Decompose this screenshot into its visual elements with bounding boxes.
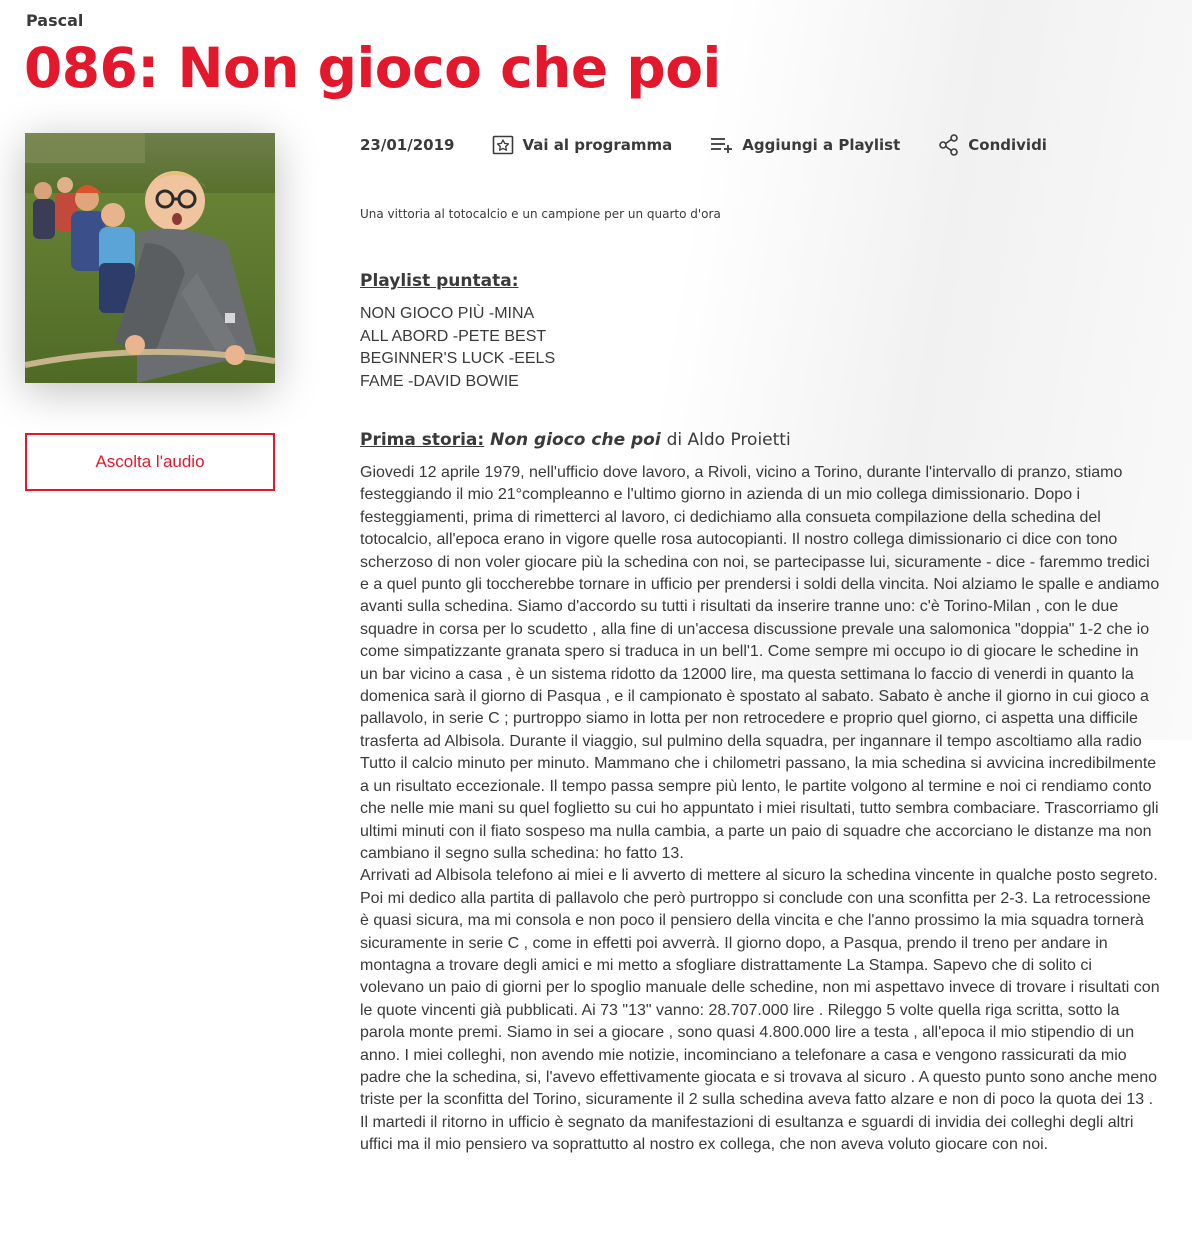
story-title: Non gioco che poi [490,430,661,450]
story-body [360,462,1160,1157]
story-heading [360,430,791,450]
listen-audio-button[interactable]: Ascolta l'audio [25,433,275,491]
program-name[interactable]: Pascal [26,11,84,30]
playlist-item: ALL ABORD -PETE BEST [360,327,547,345]
share-button[interactable] [938,134,1047,156]
story-paragraph: Arrivati ad Albisola telefono ai miei e li avverto di mettere al sicuro la schedina vincente in qualche posto segreto. Poi mi dedico alla partita di pallavolo che però purtroppo si conclude con una sconfitta per 2-3. La retrocessione è quasi sicura, ma mi consola e non poco il pensiero della vincita e che l'anno prossimo la mia squadra tornerà sicuramente in serie C , come in effetti poi avverrà. Il giorno dopo, a Pasqua, prendo il treno per andare in montagna a trovare degli amici e mi metto a sfogliare distrattamente La Stampa. Sapevo che di solito ci volevano un paio di giorni per lo spoglio manuale delle schedine, non mi aspettavo invece di trovare i risultati con le quote vincenti già pubblicati. Ai 73 "13" vanno: 28.707.000 lire . Rileggo 5 volte quella riga scritta, sotto la parola monte premi. Siamo in sei a giocare , sono quasi 4.800.000 lire a testa , all'epoca il mio stipendio di un anno. I miei colleghi, non avendo mie notizie, incominciano a telefonare a casa e vengono rassicurati da mio padre che la schedina, si, l'avevo effettivamente giocata e si trovava al sicuro . A questo punto sono anche meno triste per la sconfitta del Torino, sicuramente il 2 sulla schedina aveva fatto alzare e non di poco la quota dei 13 . Il martedi il ritorno in ufficio è segnato da manifestazioni di esultanza e sguardi di invidia dei colleghi degli altri uffici ma il mio pensiero va soprattutto al nostro ex collega, che non aveva voluto giocare con noi. [360,867,1160,1154]
star-square-icon [492,135,514,155]
playlist-item: BEGINNER'S LUCK -EELS [360,350,556,367]
playlist-list [360,303,555,393]
story-author: di Aldo Proietti [666,430,791,450]
share-icon [938,134,960,156]
episode-subtitle: Una vittoria al totocalcio e un campione per un quarto d'ora [360,207,721,221]
go-to-program-link[interactable] [492,135,672,155]
episode-date: 23/01/2019 [360,136,455,154]
add-to-playlist-label: Aggiungi a Playlist [742,136,901,154]
playlist-heading: Playlist puntata: [360,271,519,291]
episode-cover-image [25,133,275,383]
playlist-item: FAME -DAVID BOWIE [360,372,519,390]
share-label: Condividi [968,136,1047,154]
add-to-playlist-button[interactable] [710,135,900,155]
story-paragraph: Giovedi 12 aprile 1979, nell'ufficio dove lavoro, a Rivoli, vicino a Torino, durante l'intervallo di pranzo, stiamo festeggiando il mio 21°compleanno e l'ultimo giorno in azienda di un mio collega dimissionario. Dopo i festeggiamenti, prima di rimetterci al lavoro, ci dedichiamo alla consueta compilazione della schedina del totocalcio, all'epoca erano in vigore quelle rosa autocopianti. Il nostro collega dimissionario ci dice con tono scherzoso di non voler giocare più la schedina con noi, se partecipasse lui, sicuramente - dice - faremmo tredici e a quel punto gli toccherebbe tornare in ufficio per prendersi i soldi della vincita. Noi alziamo le spalle e andiamo avanti sulla schedina. Siamo d'accordo su tutti i risultati da inserire tranne uno: c'è Torino-Milan , con le due squadre in corsa per lo scudetto , alla fine di un'accesa discussione prevale una salomonica "doppia" 1-2 che io come simpatizzante granata spero si traduca in un bell'1. Come sempre mi occupo io di giocare le schedine in un bar vicino a casa , è un sistema ridotto da 12000 lire, ma questa settimana lo faccio di venerdi in quanto la domenica sarà il giorno di Pasqua , e il campionato è spostato al sabato. Sabato è anche il giorno in cui gioco a pallavolo, in serie C ; purtroppo siamo in lotta per non retrocedere e proprio quel giorno, ci aspetta una difficile trasferta ad Albisola. Durante il viaggio, sul pulmino della squadra, per ingannare il tempo ascoltiamo alla radio Tutto il calcio minuto per minuto. Mammano che i chilometri passano, la mia schedina si avvicina incredibilmente a un risultato eccezionale. Il tempo passa sempre più lento, le partite volgono al termine e noi ci rendiamo conto che nelle mie mani su quel foglietto su cui ho appuntato i miei risultati, tutto sembra combaciare. Trascorriamo gli ultimi minuti con il fiato sospeso ma nulla cambia, a parte un paio di squadre che accorciano le distanze ma non cambiano il segno sulla schedina: ho fatto 13. [360,464,1160,862]
episode-title: 086: Non gioco che poi [24,36,721,100]
story-label: Prima storia: [360,430,485,450]
playlist-item: NON GIOCO PIÙ -MINA [360,305,535,322]
playlist-add-icon [710,135,734,155]
episode-meta-bar [360,131,1085,159]
go-to-program-label: Vai al programma [522,136,673,154]
